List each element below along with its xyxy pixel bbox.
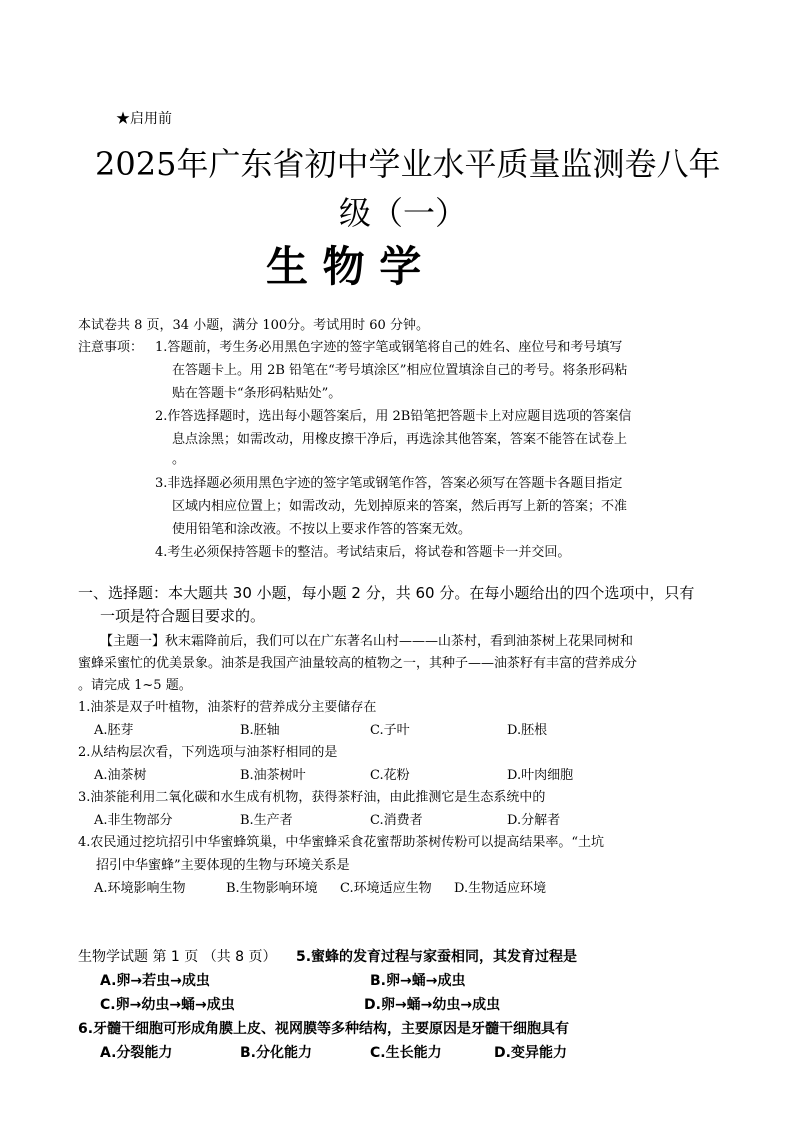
instruction-line: 使用铅笔和涂改液。不按以上要求作答的答案无效。	[172, 522, 472, 537]
option[interactable]: B.卵→蛹→成虫	[370, 973, 466, 989]
topic-intro: 蜜蜂采蜜忙的优美景象。油茶是我国产油量较高的植物之一，其种子——油茶籽有丰富的营养成分	[78, 656, 638, 671]
instruction-line: 2.作答选择题时，选出每小题答案后，用 2B铅笔把答题卡上对应题目选项的答案信	[155, 409, 632, 424]
option[interactable]: D.卵→蛹→幼虫→成虫	[364, 997, 501, 1013]
option[interactable]: D.胚根	[507, 723, 548, 738]
instructions-summary: 本试卷共 8 页，34 小题，满分 100分。考试用时 60 分钟。	[78, 318, 429, 333]
instruction-line: 1.答题前，考生务必用黑色字迹的签字笔或钢笔将自己的姓名、座位号和考号填写	[155, 340, 623, 355]
option[interactable]: A.环境影响生物	[94, 881, 186, 896]
question-stem: 2.从结构层次看，下列选项与油茶籽相同的是	[78, 745, 338, 760]
option[interactable]: C.花粉	[370, 768, 410, 783]
instruction-line: 区域内相应位置上；如需改动，先划掉原来的答案，然后再写上新的答案；不准	[172, 499, 628, 514]
topic-intro: 。请完成 1~5 题。	[78, 678, 192, 693]
option[interactable]: A.分裂能力	[100, 1045, 173, 1061]
question-stem: 3.油茶能利用二氧化碳和水生成有机物，获得茶籽油，由此推测它是生态系统中的	[78, 790, 546, 805]
question-stem: 1.油茶是双子叶植物，油茶籽的营养成分主要储存在	[78, 700, 377, 715]
exam-title-line2: 级（一）	[339, 194, 468, 232]
option[interactable]: A.胚芽	[94, 723, 134, 738]
question-stem: 4.农民通过挖坑招引中华蜜蜂筑巢，中华蜜蜂采食花蜜帮助茶树传粉可以提高结果率。“土坑	[78, 835, 605, 850]
option[interactable]: D.叶肉细胞	[507, 768, 574, 783]
option[interactable]: C.子叶	[370, 723, 410, 738]
instruction-line: 4.考生必须保持答题卡的整洁。考试结束后，将试卷和答题卡一并交回。	[155, 545, 571, 560]
confidential-mark: ★启用前	[116, 111, 172, 127]
question-stem: 5.蜜蜂的发育过程与家蚕相同，其发育过程是	[296, 949, 578, 965]
page-footer: 生物学试题 第 1 页 （共 8 页）	[78, 949, 277, 965]
option[interactable]: C.生长能力	[370, 1045, 442, 1061]
exam-title-line1: 2025年广东省初中学业水平质量监测卷八年	[95, 145, 721, 183]
option[interactable]: B.生产者	[240, 813, 293, 828]
option[interactable]: C.消费者	[370, 813, 423, 828]
instruction-line: 息点涂黑；如需改动，用橡皮擦干净后，再选涂其他答案，答案不能答在试卷上	[172, 432, 628, 447]
section-heading: 一项是符合题目要求的。	[100, 607, 266, 625]
option[interactable]: A.卵→若虫→成虫	[100, 973, 210, 989]
option[interactable]: B.分化能力	[240, 1045, 312, 1061]
topic-intro: 【主题一】秋末霜降前后，我们可以在广东著名山村———山茶村，看到油茶树上花果同树和	[100, 634, 634, 649]
option[interactable]: C.环境适应生物	[340, 881, 432, 896]
instruction-line: 在答题卡上。用 2B 铅笔在“考号填涂区”相应位置填涂自己的考号。将条形码粘	[172, 363, 628, 378]
option[interactable]: A.非生物部分	[94, 813, 173, 828]
question-stem: 招引中华蜜蜂”主要体现的生物与环境关系是	[96, 858, 350, 873]
instructions-label: 注意事项：	[78, 340, 144, 355]
option[interactable]: B.油茶树叶	[240, 768, 306, 783]
option[interactable]: D.变异能力	[494, 1045, 567, 1061]
option[interactable]: A.油茶树	[94, 768, 147, 783]
option[interactable]: D.分解者	[507, 813, 561, 828]
option[interactable]: C.卵→幼虫→蛹→成虫	[100, 997, 235, 1013]
instruction-line: 。	[172, 452, 186, 467]
subject-title: 生 物 学	[266, 242, 422, 291]
instruction-line: 贴在答题卡“条形码粘贴处”。	[172, 386, 342, 401]
option[interactable]: D.生物适应环境	[454, 881, 547, 896]
section-heading: 一、选择题：本大题共 30 小题，每小题 2 分，共 60 分。在每小题给出的四个选项中，只有	[78, 584, 695, 602]
option[interactable]: B.生物影响环境	[226, 881, 318, 896]
question-stem: 6.牙髓干细胞可形成角膜上皮、视网膜等多种结构，主要原因是牙髓干细胞具有	[78, 1021, 570, 1037]
option[interactable]: B.胚轴	[240, 723, 280, 738]
instruction-line: 3.非选择题必须用黑色字迹的签字笔或钢笔作答，答案必须写在答题卡各题目指定	[155, 476, 623, 491]
